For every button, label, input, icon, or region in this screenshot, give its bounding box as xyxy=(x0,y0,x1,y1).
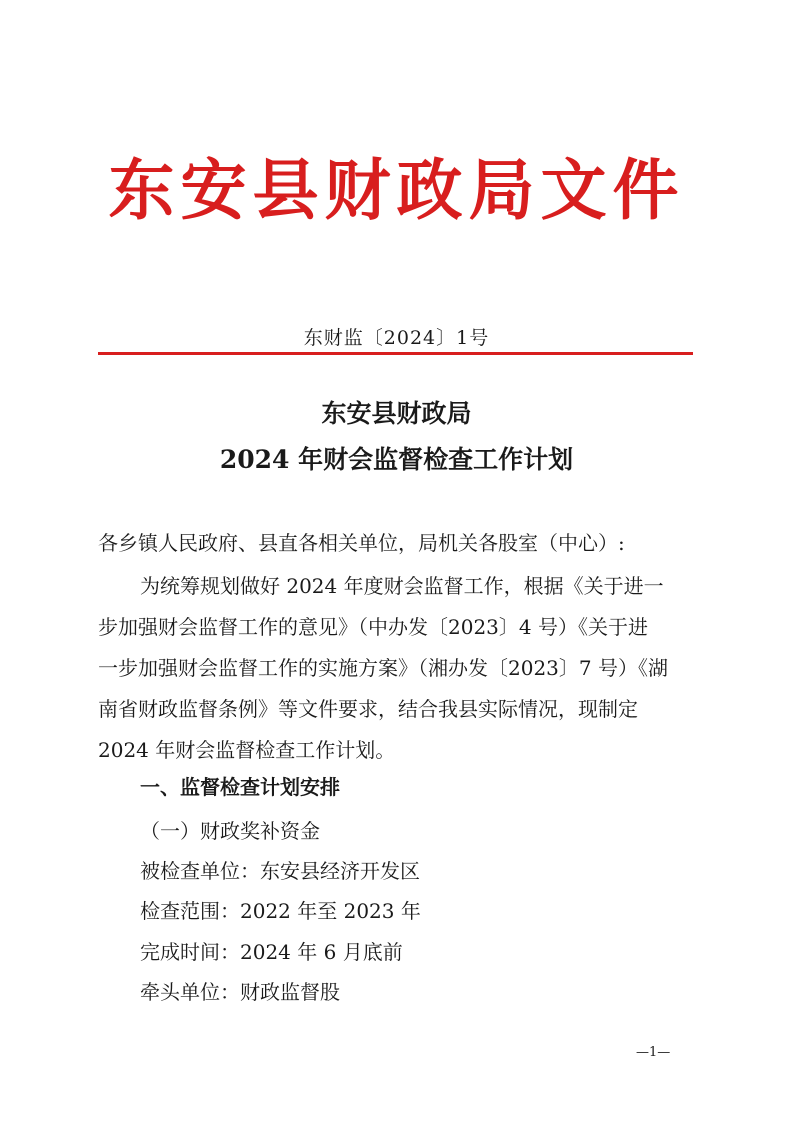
document-title-line-1: 东安县财政局 xyxy=(321,399,472,428)
intro-line-3: 一步加强财会监督工作的实施方案》（湘办发〔2023〕7 号）《湖 xyxy=(98,656,668,680)
detail-inspection-scope: 检查范围：2022 年至 2023 年 xyxy=(140,899,421,923)
section-1-heading: 一、监督检查计划安排 xyxy=(140,775,340,799)
detail-inspected-unit: 被检查单位：东安县经济开发区 xyxy=(140,859,420,883)
intro-line-5: 2024 年财会监督检查工作计划。 xyxy=(98,738,396,762)
intro-line-1: 为统筹规划做好 2024 年度财会监督工作，根据《关于进一 xyxy=(140,574,664,598)
detail-completion-time: 完成时间：2024 年 6 月底前 xyxy=(140,940,403,964)
page-number: —1— xyxy=(636,1045,671,1060)
intro-line-4: 南省财政监督条例》等文件要求，结合我县实际情况，现制定 xyxy=(98,697,638,721)
addressee-line: 各乡镇人民政府、县直各相关单位，局机关各股室（中心）: xyxy=(98,531,625,555)
subsection-1-heading: （一）财政奖补资金 xyxy=(140,819,320,843)
document-title-line-2: 2024 年财会监督检查工作计划 xyxy=(219,445,574,474)
document-number: 东财监〔2024〕1号 xyxy=(303,327,490,349)
detail-lead-unit: 牵头单位：财政监督股 xyxy=(140,980,340,1004)
document-masthead: 东安县财政局文件 xyxy=(108,151,685,229)
intro-line-2: 步加强财会监督工作的意见》（中办发〔2023〕4 号）《关于进 xyxy=(98,615,648,639)
red-divider-line xyxy=(98,352,693,355)
